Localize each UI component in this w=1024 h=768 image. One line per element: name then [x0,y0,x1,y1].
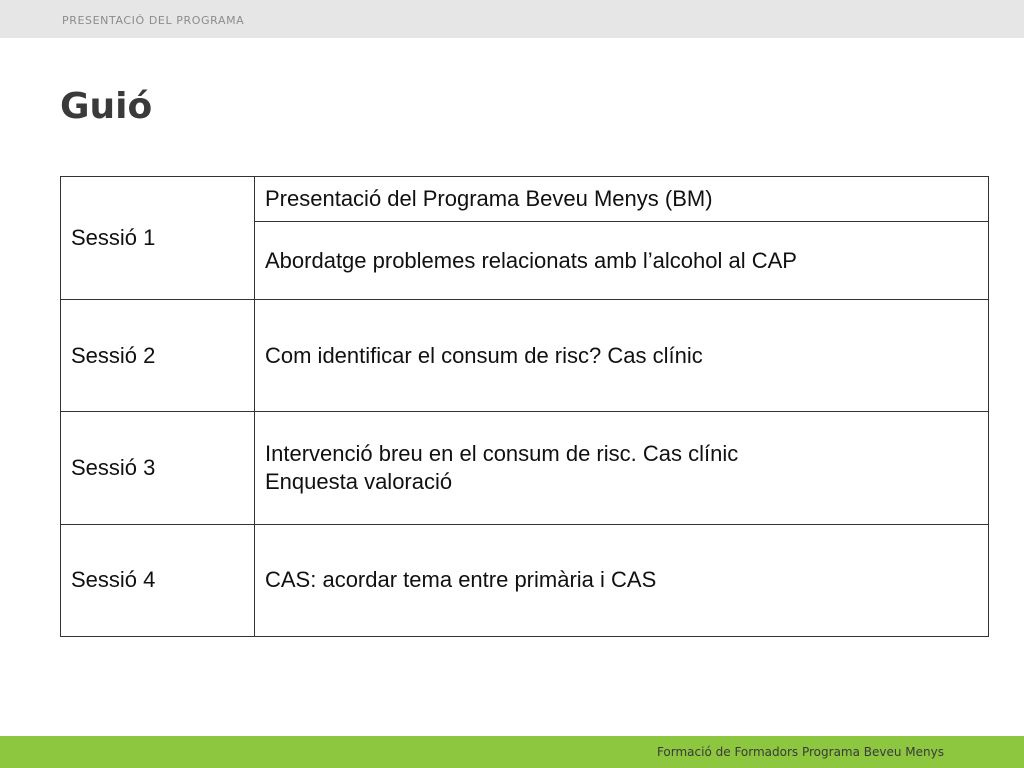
session-topic-cell [255,412,989,524]
table-row [61,177,989,222]
session-label: Sessió 4 [61,524,255,636]
session-topic: Enquesta valoració [265,469,453,495]
session-topic: Intervenció breu en el consum de risc. Cas clínic [265,441,739,467]
session-label: Sessió 2 [61,300,255,412]
table-row [61,300,989,412]
session-topic: Presentació del Programa Beveu Menys (BM) [255,177,989,222]
footer-text: Formació de Formadors Programa Beveu Menys [656,745,944,759]
header-band [0,0,1024,38]
footer-band [0,736,1024,768]
section-label: PRESENTACIÓ DEL PROGRAMA [62,14,245,27]
session-schedule-table [60,176,989,637]
session-topic: Com identificar el consum de risc? Cas clínic [255,300,989,412]
session-label: Sessió 1 [61,177,255,300]
table-row [61,412,989,524]
session-topic: CAS: acordar tema entre primària i CAS [255,524,989,636]
session-topic: Abordatge problemes relacionats amb l’alcohol al CAP [255,222,989,300]
table-row [61,524,989,636]
slide-title: Guió [60,86,153,127]
session-label: Sessió 3 [61,412,255,524]
